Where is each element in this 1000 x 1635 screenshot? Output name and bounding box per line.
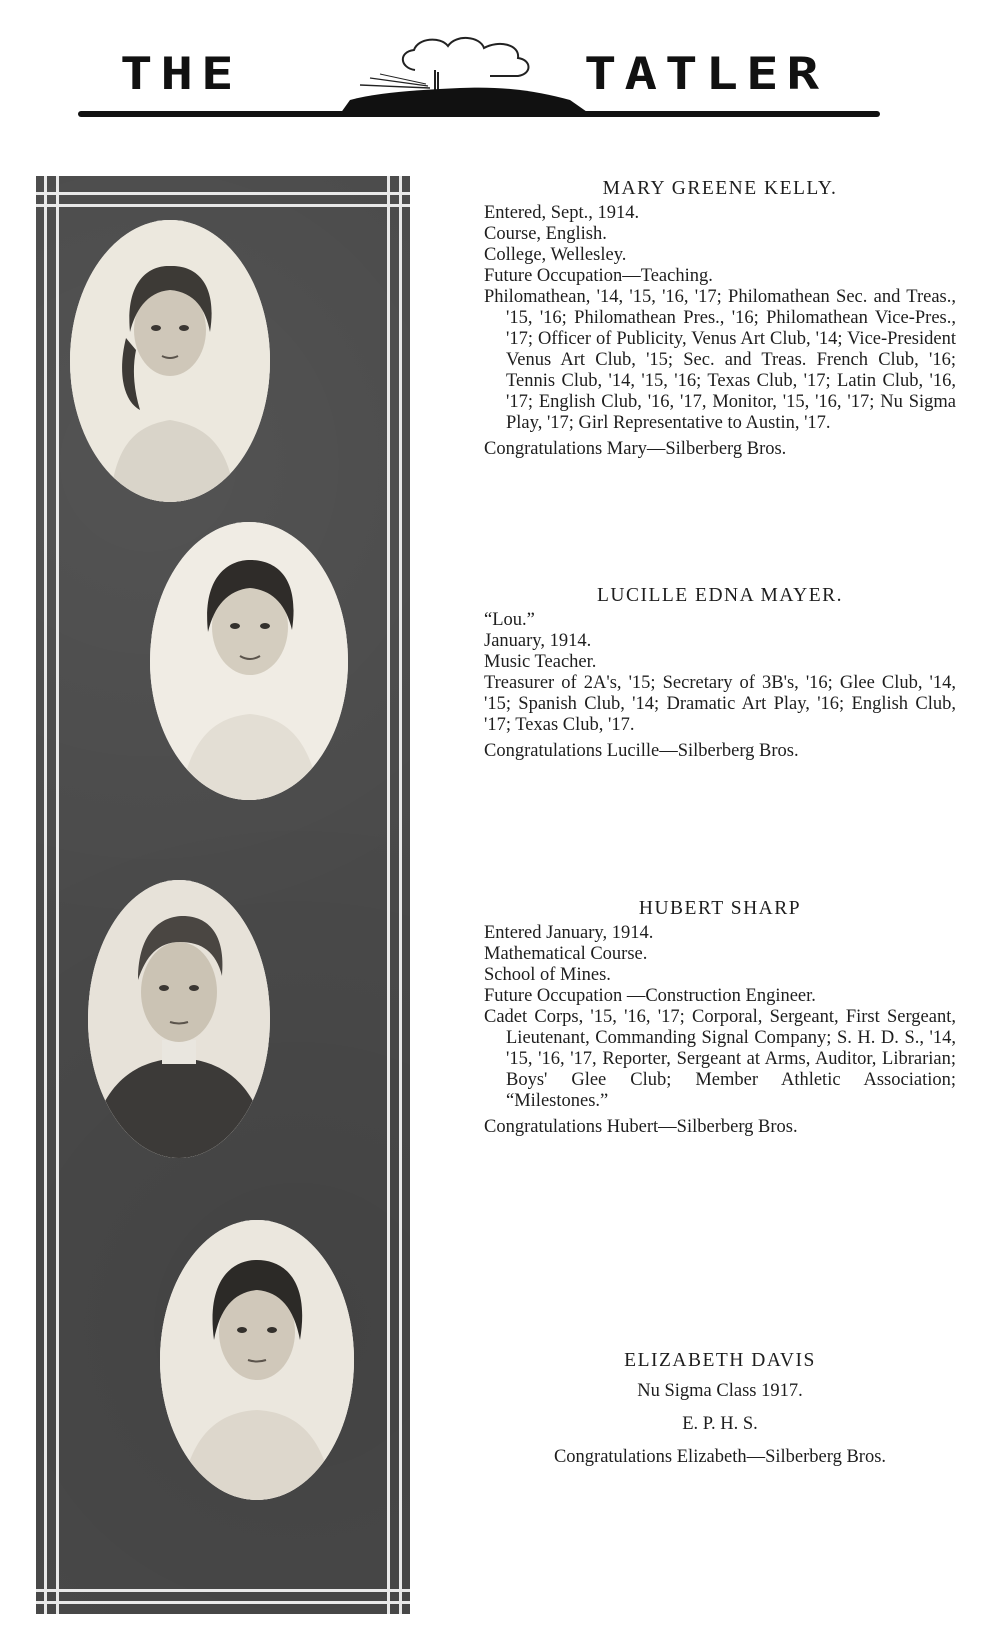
portrait-lucille-mayer — [150, 522, 348, 800]
entry-line: January, 1914. — [484, 631, 592, 651]
portrait-mary-kelly — [70, 220, 270, 502]
entry-line: Mathematical Course. — [484, 944, 648, 964]
entry-name: MARY GREENE KELLY. — [602, 178, 838, 199]
strip-border-line — [387, 176, 390, 1614]
strip-border-line — [36, 192, 410, 195]
strip-border-line — [36, 1601, 410, 1604]
entry-lucille-mayer — [484, 585, 956, 762]
entry-line: School of Mines. — [484, 965, 611, 985]
entry-congratulations: Congratulations Lucille—Silberberg Bros. — [484, 741, 799, 761]
entry-name: ELIZABETH DAVIS — [624, 1350, 816, 1371]
entry-mary-kelly — [484, 178, 956, 460]
masthead-rule — [78, 111, 880, 117]
strip-border-line — [36, 1589, 410, 1592]
entry-congratulations: Congratulations Hubert—Silberberg Bros. — [484, 1117, 798, 1137]
entry-occupation: Future Occupation —Construction Engineer. — [484, 986, 816, 1006]
entry-congratulations: Congratulations Elizabeth—Silberberg Bros. — [553, 1447, 887, 1467]
entry-line: Entered January, 1914. — [484, 923, 654, 943]
strip-border-line — [44, 176, 47, 1614]
entry-name: HUBERT SHARP — [638, 898, 802, 919]
entry-line: Entered, Sept., 1914. — [484, 203, 640, 223]
strip-border-line — [56, 176, 59, 1614]
entry-line: Nu Sigma Class 1917. — [637, 1381, 803, 1401]
entry-line: “Lou.” — [484, 610, 535, 630]
entry-line: E. P. H. S. — [682, 1414, 758, 1434]
strip-border-line — [399, 176, 402, 1614]
masthead-left-word: THE — [120, 47, 242, 100]
masthead — [0, 0, 1000, 140]
entry-activities: Philomathean, '14, '15, '16, '17; Philomathean Sec. and Treas., '15, '16; Philomathean Pres., '16; Philomathean Vice-Pres., '17; Officer of Publicity, Venus Art Club, '14; Vice-President Venus Art Club, '15; Sec. and Treas. French Club, '16; Tennis Club, '14, '15, '16; Texas Club, '17; Latin Club, '16, '17; English Club, '16, '17, Monitor, '15, '16, '17; Nu Sigma Play, '17; Girl Representative to Austin, '17. — [484, 287, 956, 433]
portrait-hubert-sharp — [88, 880, 270, 1158]
entry-line: Music Teacher. — [484, 652, 597, 672]
entry-activities: Cadet Corps, '15, '16, '17; Corporal, Sergeant, First Sergeant, Lieutenant, Commanding Signal Company; S. H. D. S., '14, '15, '16, '17, Reporter, Sergeant at Arms, Auditor, Librarian; Boys' Glee Club; Member Athletic Association; “Milestones.” — [484, 1007, 956, 1111]
masthead-right-word: TATLER — [584, 47, 828, 100]
entry-congratulations: Congratulations Mary—Silberberg Bros. — [484, 439, 787, 459]
entry-elizabeth-davis — [484, 1350, 956, 1468]
photo-strip — [36, 176, 410, 1614]
entry-activities: Treasurer of 2A's, '15; Secretary of 3B's, '16; Glee Club, '14, '15; Spanish Club, '14; Dramatic Art Play, '16; English Club, '17; Texas Club, '17. — [484, 673, 956, 735]
masthead-cloud-illustration — [340, 30, 590, 115]
strip-border-line — [36, 204, 410, 207]
entry-line: Future Occupation—Teaching. — [484, 266, 713, 286]
entry-hubert-sharp — [484, 898, 956, 1138]
entry-line: College, Wellesley. — [484, 245, 627, 265]
portrait-elizabeth-davis — [160, 1220, 354, 1500]
entry-name: LUCILLE EDNA MAYER. — [596, 585, 844, 606]
entry-line: Course, English. — [484, 224, 607, 244]
